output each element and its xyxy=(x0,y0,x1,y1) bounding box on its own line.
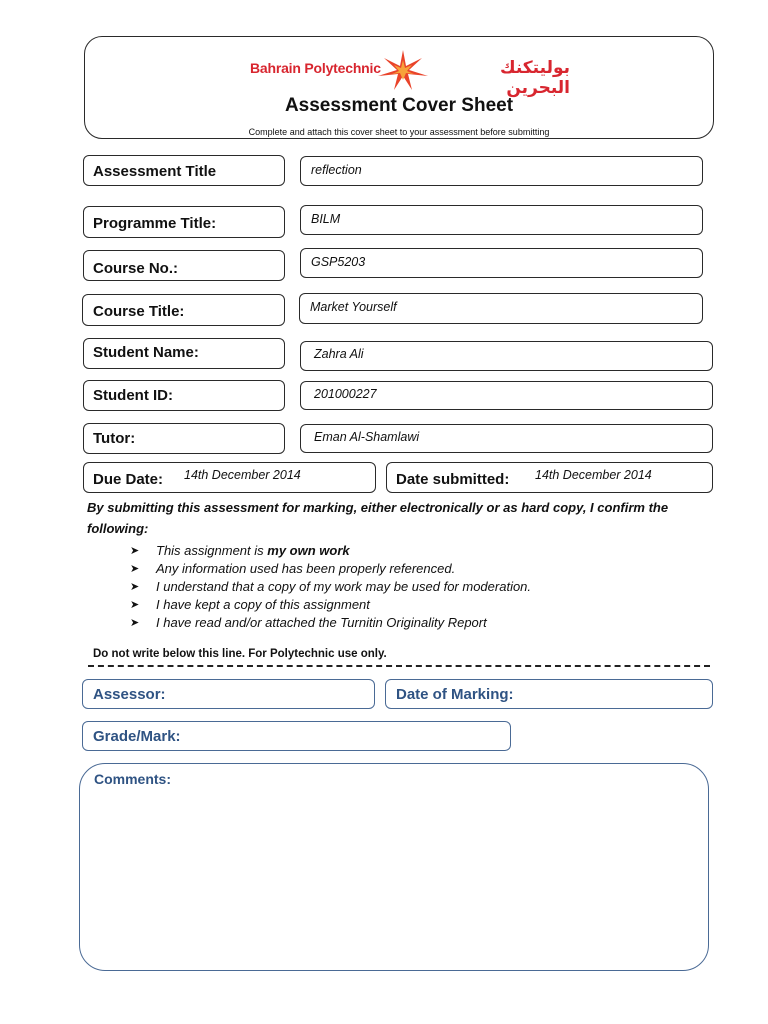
declaration-intro: By submitting this assessment for marking, either electronically or as hard copy, I confirm the following: xyxy=(87,500,669,536)
declaration-item3-text: I understand that a copy of my work may be used for moderation. xyxy=(156,579,532,594)
tutor-field[interactable] xyxy=(300,424,713,453)
declaration-item1-bold: my own work xyxy=(267,543,350,558)
grade-mark-label: Grade/Mark: xyxy=(93,728,181,745)
course-no-value: GSP5203 xyxy=(311,255,366,269)
list-item xyxy=(130,542,690,560)
arrow-bullet-icon: ➤ xyxy=(130,545,140,557)
page-title: Assessment Cover Sheet xyxy=(284,95,514,116)
course-no-label: Course No.: xyxy=(93,260,179,277)
tutor-label-box xyxy=(83,423,285,454)
declaration-item4-text: I have kept a copy of this assignment xyxy=(156,597,370,612)
due-date-field[interactable] xyxy=(83,462,376,493)
date-submitted-label: Date submitted: xyxy=(396,471,510,488)
declaration-item2-text: Any information used has been properly referenced. xyxy=(156,561,456,576)
programme-title-field[interactable] xyxy=(300,205,703,235)
assessor-label: Assessor: xyxy=(93,686,166,703)
grade-mark-field[interactable] xyxy=(82,721,511,751)
dashed-divider xyxy=(88,665,710,667)
student-id-label-box xyxy=(83,380,285,411)
course-title-field[interactable] xyxy=(299,293,703,324)
assessment-title-field[interactable] xyxy=(300,156,703,186)
student-name-field[interactable] xyxy=(300,341,713,371)
programme-title-value: BILM xyxy=(311,212,341,226)
list-item xyxy=(130,614,690,632)
date-submitted-value: 14th December 2014 xyxy=(535,468,652,482)
student-id-value: 201000227 xyxy=(314,387,377,401)
assessor-field[interactable] xyxy=(82,679,375,709)
assessment-title-label: Assessment Title xyxy=(93,163,217,180)
student-name-value: Zahra Ali xyxy=(314,347,364,361)
due-date-value: 14th December 2014 xyxy=(184,468,301,482)
arrow-bullet-icon: ➤ xyxy=(130,563,140,575)
programme-title-label: Programme Title: xyxy=(93,215,217,232)
assessment-title-label-box xyxy=(83,155,285,186)
arrow-bullet-icon: ➤ xyxy=(130,617,140,629)
star-logo-icon xyxy=(376,48,430,92)
course-title-value: Market Yourself xyxy=(310,300,397,314)
date-of-marking-field[interactable] xyxy=(385,679,713,709)
logo-text-en: Bahrain Polytechnic xyxy=(250,60,381,76)
date-submitted-field[interactable] xyxy=(386,462,713,493)
comments-label: Comments: xyxy=(94,771,172,787)
student-name-label: Student Name: xyxy=(93,344,199,361)
list-item xyxy=(130,560,690,578)
course-no-label-box xyxy=(83,250,285,281)
course-no-field[interactable] xyxy=(300,248,703,278)
programme-title-label-box xyxy=(83,206,285,238)
declaration-item5-text: I have read and/or attached the Turnitin Originality Report xyxy=(156,615,487,630)
arrow-bullet-icon: ➤ xyxy=(130,581,140,593)
logo xyxy=(250,50,570,98)
course-title-label-box xyxy=(82,294,285,326)
list-item xyxy=(130,578,690,596)
declaration-list xyxy=(130,542,690,632)
office-use-notice: Do not write below this line. For Polytechnic use only. xyxy=(93,648,387,660)
tutor-value: Eman Al-Shamlawi xyxy=(314,430,420,444)
declaration-item1-text: This assignment is xyxy=(156,543,268,558)
course-title-label: Course Title: xyxy=(93,303,185,320)
arrow-bullet-icon: ➤ xyxy=(130,599,140,611)
comments-field[interactable] xyxy=(79,763,709,971)
page-subtitle: Complete and attach this cover sheet to your assessment before submitting xyxy=(248,127,550,137)
tutor-label: Tutor: xyxy=(93,430,136,447)
student-name-label-box xyxy=(83,338,285,369)
student-id-field[interactable] xyxy=(300,381,713,410)
date-of-marking-label: Date of Marking: xyxy=(396,686,514,703)
due-date-label: Due Date: xyxy=(93,471,164,488)
logo-text-ar: بوليتكنك البحرين xyxy=(500,58,570,98)
list-item xyxy=(130,596,690,614)
student-id-label: Student ID: xyxy=(93,387,173,404)
assessment-title-value: reflection xyxy=(311,163,362,177)
